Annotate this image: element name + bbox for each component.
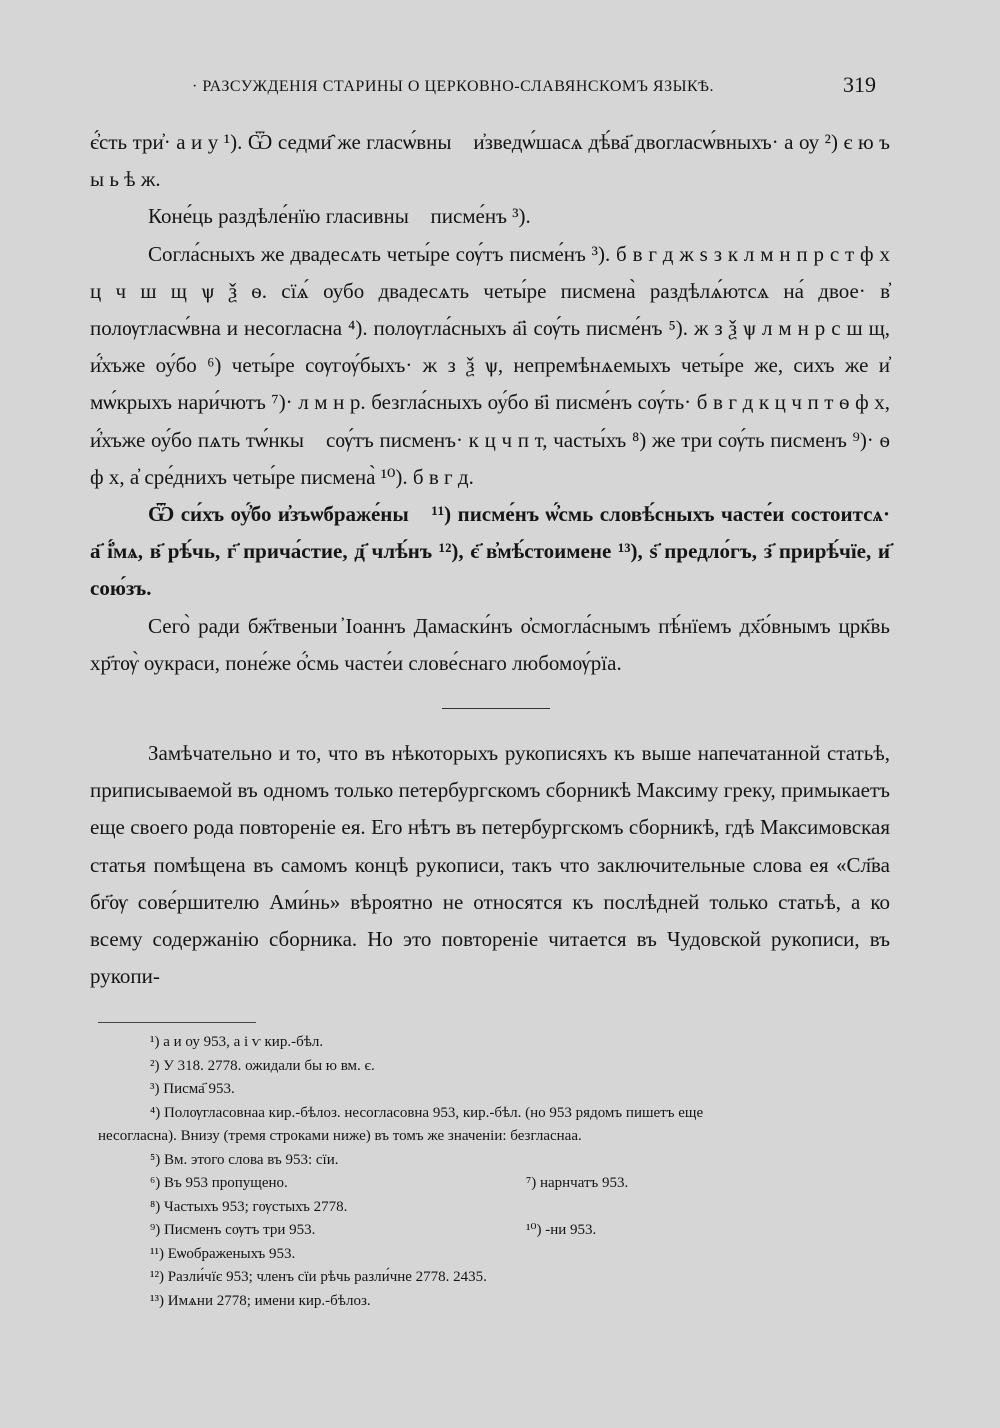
footnote-text-second: ⁷) нарнчатъ 953.	[526, 1175, 629, 1191]
section-separator	[442, 708, 550, 709]
footnote	[98, 1125, 890, 1149]
footnote-text: ¹) а и оу 953, а і ѵ кир.-бѣл.	[150, 1034, 324, 1050]
church-slavonic-section	[90, 124, 890, 682]
footnote-rule	[98, 1022, 256, 1023]
footnote	[98, 1078, 890, 1102]
footnote	[98, 1172, 890, 1196]
paragraph: Сего̀ ради бж҃твеныи ̓Іоаннъ Дамаски́нъ о҆смогла́снымъ пѣ́нїемъ дх҃о́внымъ црк҃вь хр҃тѹ̀ оукраси, поне́же о҆́смь часте́и слове́снаго любомѹ́рїа.	[90, 613, 890, 675]
main-text	[90, 124, 890, 995]
footnote-text: ⁶) Въ 953 пропущено.	[150, 1175, 288, 1191]
footnote-text: ⁵) Вм. этого слова въ 953: сїи.	[150, 1151, 339, 1168]
footnote-text: ¹¹) Еѡображеныхъ 953.	[150, 1245, 296, 1262]
footnotes	[98, 1031, 890, 1313]
footnote-continuation: несогласна). Внизу (тремя строками ниже) въ томъ же значеніи: безгласнаа.	[98, 1128, 582, 1144]
paragraph: Ѿ си́хъ оу҆́бо и҆зъѡбраже́ныⷯ ¹¹) писме́нъ ѡ҆́смь словѣ́сныхъ часте́и состоитсѧ· а҃ і҆́мѧ, в҃ рѣ́чь, г҃ прича́стие, д҃ члѣ́нъ ¹²), є҃ в҆мѣ́стоимене ¹³), ѕ҃ предло́гъ, з҃ прирѣ́чїе, и҃ сою́зъ.	[90, 502, 890, 601]
footnote	[98, 1031, 890, 1055]
footnote	[98, 1219, 890, 1243]
footnote-text-second: ¹⁰) -ни 953.	[526, 1222, 597, 1238]
footnote	[98, 1102, 890, 1126]
footnote	[98, 1243, 890, 1267]
footnote	[98, 1266, 890, 1290]
commentary-section	[90, 735, 890, 995]
paragraph: Согла́сныхъ же двадесѧть четы́ре сѹ́тъ писме́нъ ³). б в г д ж ѕ з к л м н п р с т ф х ц ч ш щ ѱ ѯ ѳ. сїѧ́ оубо двадесѧть четы́ре писмена̀ раздѣлѧ́ютсѧ на́ двое· в҆ полѹгласѡ́вна и несогласна ⁴). полѹгла́сныхъ а҃і сѹ́ть писме́нъ ⁵). ж з ѯ ѱ л м н р с ш щ, и҆́хъже оу́бо ⁶) четы́ре сѹгѹ́быхъ· ж з ѯ ѱ, непремѣнѧемыхъ четы́ре же, сихъ же и҆ мѡ́крыхъ нари́чютъ ⁷)· л м н р. безгла́сныхъ оу́бо в҃і писме́нъ сѹ́ть· б в г д к ц ч п т ѳ ф х, и҆́хъже оу́бо пѧть тѡ́нкыⷯ сѹ́тъ писменъ· к ц ч п т, часты́хъ ⁸) же три сѹ́ть писменъ ⁹)· ѳ ф х, а҆ сре́днихъ четы́ре писмена̀ ¹⁰). б в г д.	[90, 241, 890, 489]
footnote	[98, 1149, 890, 1173]
page-number: 319	[843, 72, 876, 97]
running-title: · РАЗСУЖДЕНІЯ СТАРИНЫ О ЦЕРКОВНО-СЛАВЯНСКОМЪ ЯЗЫКѢ.	[192, 78, 714, 95]
footnote-text: ²) У 318. 2778. ожидали бы ю вм. є.	[150, 1057, 375, 1074]
footnote	[98, 1290, 890, 1314]
footnote-text: ³) Писма҃ 953.	[150, 1081, 235, 1097]
footnote-text: ⁸) Частыхъ 953; гѹстыхъ 2778.	[150, 1198, 348, 1215]
footnote-text: ¹³) Имѧни 2778; имени кир.-бѣлоз.	[150, 1292, 371, 1309]
footnote-text: ¹²) Разли́чїє 953; членъ сїи рѣчь разли́чне 2778. 2435.	[150, 1269, 487, 1285]
footnote	[98, 1196, 890, 1220]
paragraph: є҆́сть три҆· а и у ¹). Ѿ седми҄ же гласѡ́вныⷯ и҆зведѡ́шасѧ дѣ́ва҃ двогласѡ́вныхъ· а оу ²) є ю ъ ы ь ѣ ж.	[90, 130, 890, 192]
paragraph: Коне́ць раздѣле́нїю гласивныⷯ писме́нъ ³).	[148, 204, 531, 229]
footnote	[98, 1055, 890, 1079]
paragraph: Замѣчательно и то, что въ нѣкоторыхъ рукописяхъ къ выше напечатанной статьѣ, приписываемой въ одномъ только петербургскомъ сборникѣ Максиму греку, примыкаетъ еще своего рода повтореніе ея. Его нѣтъ въ петербургскомъ сборникѣ, гдѣ Максимовская статья помѣщена въ самомъ концѣ рукописи, такъ что заключительные слова ея «Сл҃ва бг҃ѹ сове́ршителю Ами́нь» вѣроятно не относятся къ послѣдней только статьѣ, а ко всему содержанію сборника. Но это повтореніе читается въ Чудовской рукописи, въ рукопи-	[90, 741, 890, 989]
footnote-text: ⁴) Полѹгласовнаа кир.-бѣлоз. несогласовна 953, кир.-бѣл. (но 953 рядомъ пишетъ еще	[150, 1104, 704, 1121]
page-header	[0, 70, 1000, 104]
footnote-text: ⁹) Писменъ сѹтъ три 953.	[150, 1222, 316, 1238]
